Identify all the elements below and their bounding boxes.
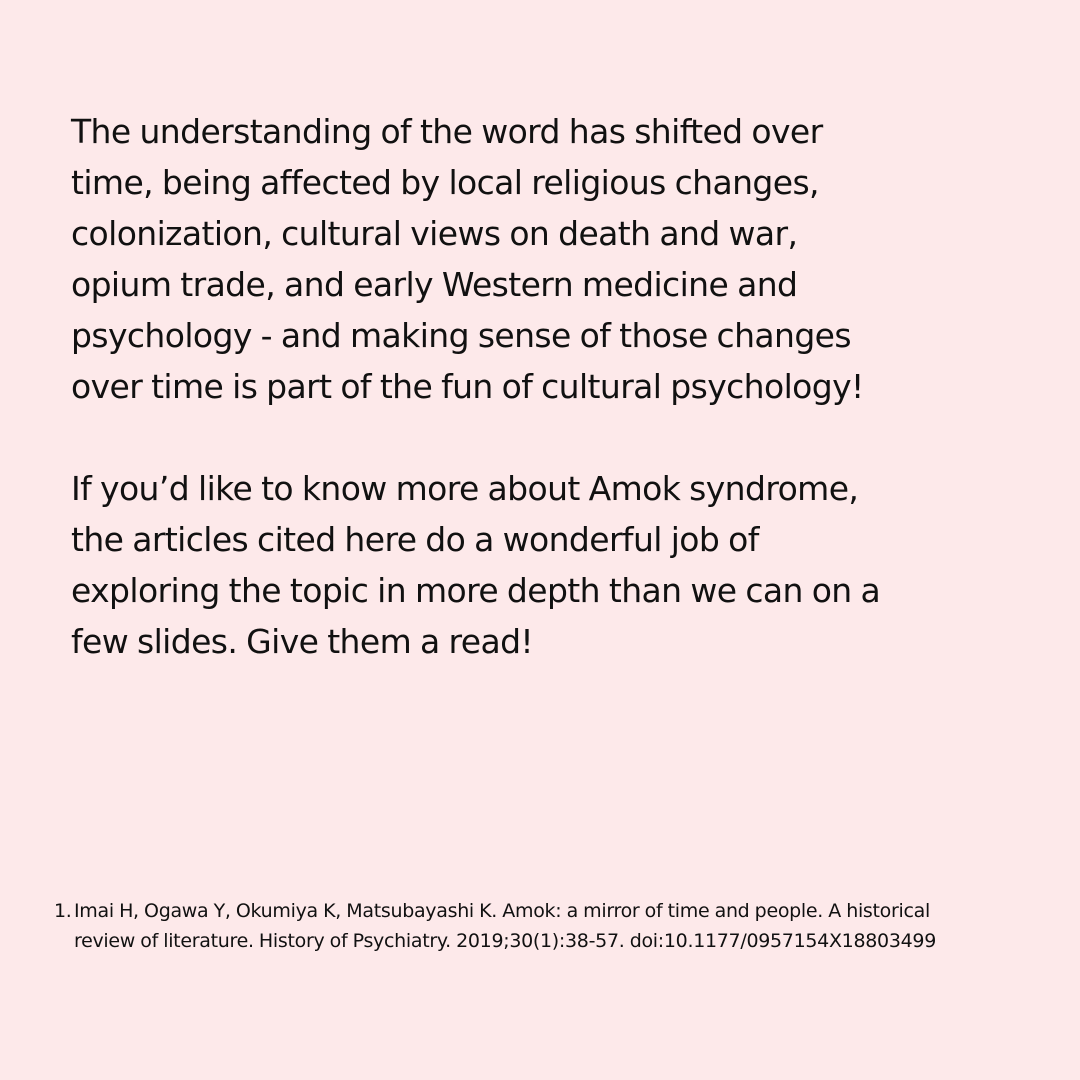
body-paragraph-further-reading (71, 463, 1031, 667)
reference-line: Imai H, Ogawa Y, Okumiya K, Matsubayashi K. Amok: a mirror of time and people. A historical (74, 900, 930, 922)
paragraph-line: time, being affected by local religious changes, (71, 163, 819, 202)
paragraph-line: psychology - and making sense of those changes (71, 316, 851, 355)
reference-list (54, 896, 1044, 956)
paragraph-line: exploring the topic in more depth than we can on a (71, 571, 881, 610)
paragraph-line: colonization, cultural views on death and war, (71, 214, 798, 253)
paragraph-line: few slides. Give them a read! (71, 622, 534, 661)
body-paragraph-history (71, 106, 1031, 412)
reference-number: 1. (54, 900, 72, 922)
paragraph-line: The understanding of the word has shifted over (71, 112, 823, 151)
reference-line: review of literature. History of Psychiatry. 2019;30(1):38-57. doi:10.1177/0957154X18803499 (74, 930, 936, 952)
reference-item (54, 896, 1044, 956)
paragraph-line: If you’d like to know more about Amok syndrome, (71, 469, 859, 508)
paragraph-line: over time is part of the fun of cultural psychology! (71, 367, 864, 406)
paragraph-line: opium trade, and early Western medicine and (71, 265, 798, 304)
paragraph-line: the articles cited here do a wonderful job of (71, 520, 759, 559)
